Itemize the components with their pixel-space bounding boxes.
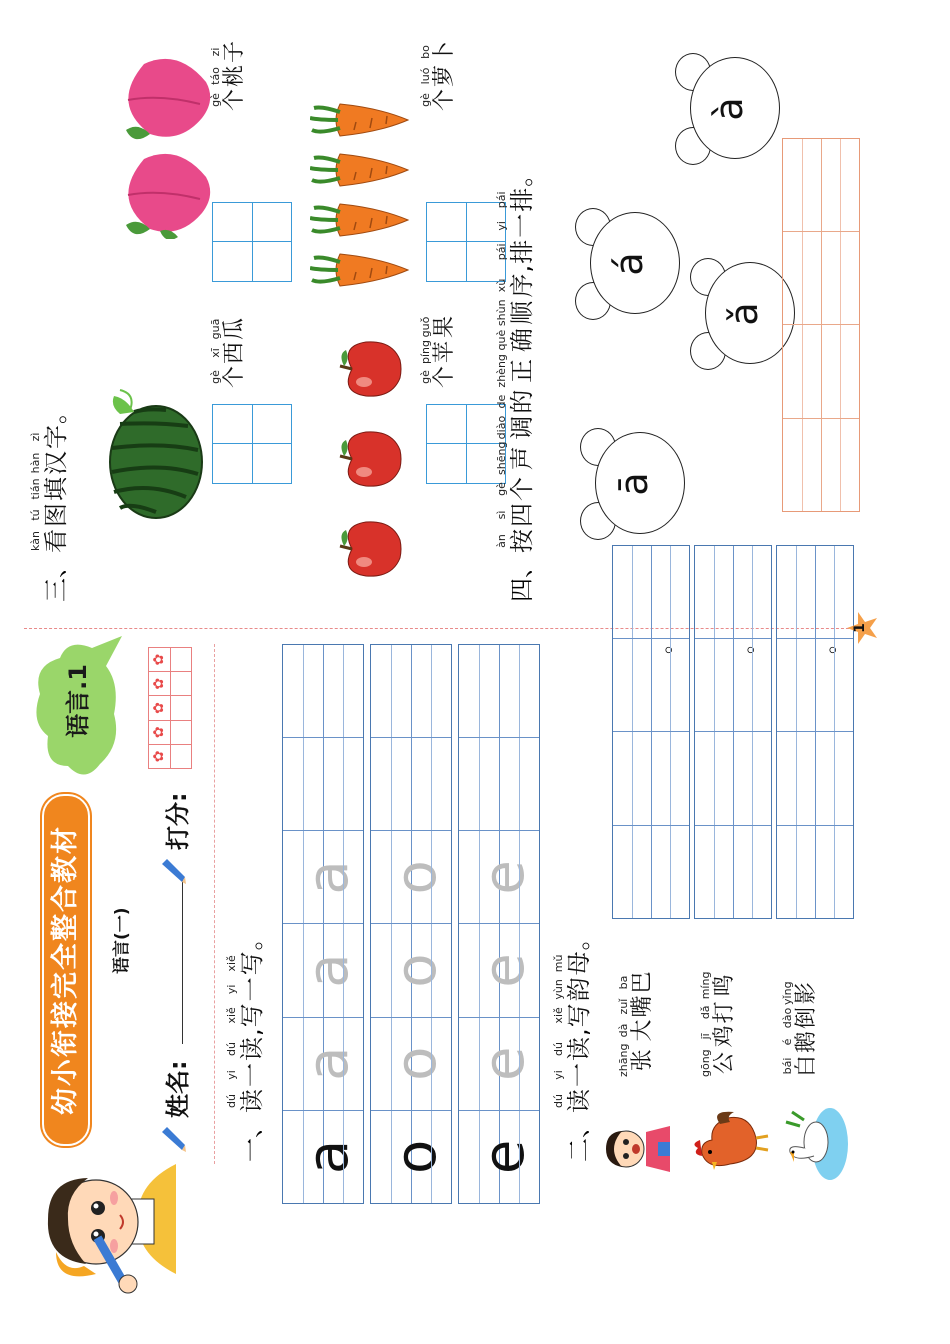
writing-cell[interactable] [459, 830, 539, 923]
ruby-char [30, 529, 70, 553]
hanzi: 萝 [432, 64, 457, 87]
ruby-char [210, 89, 248, 111]
fruit-label [210, 40, 248, 112]
ruby-char [496, 188, 536, 212]
phrase-label [618, 971, 656, 1079]
hanzi: 正 [508, 358, 536, 383]
writing-cell[interactable] [613, 546, 689, 638]
tone-letter: á [607, 252, 651, 276]
writing-cell[interactable] [695, 638, 771, 731]
writing-cell[interactable] [371, 830, 451, 923]
pinyin: zuǐ [617, 998, 630, 1015]
model-letter: e [472, 1139, 537, 1175]
ruby-char [420, 316, 458, 338]
number-field[interactable] [426, 202, 506, 282]
hanzi: 读 [565, 1037, 593, 1061]
ruby-char [420, 41, 458, 63]
ruby-char [30, 425, 70, 449]
ruby-char [553, 1089, 593, 1113]
pinyin: de [495, 394, 508, 409]
pinyin: shùn [495, 299, 508, 327]
carrot-illustration [310, 196, 410, 244]
pinyin: xī [209, 348, 222, 358]
pinyin: jī [699, 1033, 712, 1040]
ruby-char [420, 366, 458, 388]
model-letter: o [384, 1139, 449, 1175]
writing-cell[interactable] [695, 732, 771, 825]
fruit-label [210, 317, 248, 389]
apple-illustration [338, 426, 404, 492]
ruby-char [420, 340, 458, 364]
section1-separator: , [238, 1028, 266, 1036]
phrase-end: 。 [651, 631, 676, 654]
hanzi: 按 [508, 529, 536, 553]
ruby-char [496, 477, 536, 501]
writing-cell[interactable] [283, 923, 363, 1016]
pinyin: tú [29, 509, 42, 521]
pinyin: diào [495, 415, 508, 440]
ruby-char [618, 1020, 656, 1042]
section2-end: 。 [565, 926, 593, 951]
tone-bear-card[interactable] [690, 254, 795, 374]
hanzi: 图 [42, 503, 70, 527]
hanzi: 一 [238, 977, 266, 1002]
score-box[interactable] [171, 720, 192, 744]
section2-separator: , [565, 1028, 593, 1036]
section4-separator: , [508, 264, 536, 273]
pinyin: gōng [699, 1049, 712, 1077]
writing-cell[interactable] [283, 830, 363, 923]
trace-letter: o [384, 1046, 449, 1081]
pinyin: dà [617, 1023, 630, 1038]
hanzi: 瓜 [222, 317, 247, 340]
number-field[interactable] [212, 404, 292, 484]
tone-order-answer-row[interactable] [782, 138, 860, 512]
hanzi: 一 [508, 213, 536, 238]
ruby-char [496, 299, 536, 326]
model-letter: a [296, 1139, 361, 1175]
ruby-char [782, 1055, 820, 1077]
pinyin: pái [495, 191, 508, 209]
pinyin: táo [209, 67, 222, 85]
pinyin: mǔ [552, 954, 565, 973]
pencil-icon [158, 856, 186, 886]
trace-letter: e [472, 953, 537, 988]
hanzi: 写 [238, 951, 266, 976]
hanzi: 顺 [508, 300, 536, 325]
hanzi: 汉 [42, 451, 70, 475]
hanzi: 母 [565, 951, 593, 976]
ruby-char [210, 65, 248, 87]
header-divider [214, 644, 215, 1164]
pinyin: xiě [225, 1007, 238, 1024]
ruby-char [420, 65, 458, 87]
score-box[interactable] [149, 695, 170, 719]
hanzi: 白 [794, 1054, 819, 1077]
hanzi: 一 [238, 1063, 266, 1087]
pinyin: gè [209, 93, 222, 107]
ruby-char [226, 1089, 266, 1113]
writing-cell[interactable] [777, 825, 853, 918]
section1-number: 一、 [238, 1114, 266, 1162]
hanzi: 字 [42, 425, 70, 449]
writing-cell[interactable] [371, 1110, 451, 1203]
pinyin: pái [495, 243, 508, 261]
trace-letter: a [296, 860, 361, 895]
section2-number: 二、 [565, 1114, 593, 1162]
writing-cell[interactable] [777, 546, 853, 638]
writing-cell[interactable] [283, 1110, 363, 1203]
ruby-char [496, 240, 536, 264]
flower-icon: ✿ [151, 726, 168, 739]
pinyin: dú [225, 1042, 238, 1056]
score-box[interactable] [171, 671, 192, 695]
pinyin: bo [419, 45, 432, 59]
name-label: 姓名: [164, 1060, 192, 1118]
hanzi: 四 [508, 503, 536, 527]
hanzi: 鹅 [794, 1030, 819, 1053]
hanzi: 影 [794, 982, 819, 1005]
girl-with-pencil-illustration [26, 1144, 186, 1314]
ruby-char [700, 1049, 738, 1077]
ruby-char [553, 977, 593, 1001]
score-box[interactable] [171, 648, 192, 671]
peach-illustration [120, 49, 220, 144]
watermelon-illustration [90, 387, 205, 522]
hanzi: 个 [222, 365, 247, 388]
writing-cell[interactable] [613, 825, 689, 918]
peach-illustration [120, 144, 220, 239]
hanzi: 读 [565, 1089, 593, 1113]
pinyin: xiě [225, 955, 238, 972]
pinyin: gè [209, 370, 222, 384]
pinyin: píng [419, 339, 432, 364]
ruby-char [700, 972, 738, 1000]
carrot-illustration [310, 146, 410, 194]
hanzi: 一 [565, 1063, 593, 1087]
score-box[interactable] [149, 648, 170, 671]
hanzi: 个 [432, 365, 457, 388]
hanzi: 写 [238, 1003, 266, 1028]
hanzi: 大 [630, 1019, 655, 1042]
hanzi: 读 [238, 1089, 266, 1113]
tone-letter: ā [612, 472, 656, 496]
ruby-char [30, 451, 70, 475]
tone-bear-card[interactable] [580, 424, 685, 544]
ruby-char [553, 1063, 593, 1087]
hanzi: 读 [238, 1037, 266, 1061]
writing-cell[interactable] [283, 737, 363, 830]
pinyin: yi [225, 1070, 238, 1080]
ruby-char [496, 442, 536, 475]
section1-title [226, 926, 266, 1162]
writing-cell[interactable] [777, 638, 853, 731]
pinyin: bái [781, 1057, 794, 1075]
hanzi: 声 [508, 446, 536, 471]
pinyin: àn [495, 534, 508, 548]
hanzi: 嘴 [630, 995, 655, 1018]
hanzi: 鸣 [712, 974, 737, 997]
ruby-char [210, 342, 248, 364]
hanzi: 调 [508, 415, 536, 440]
fruit-label [420, 40, 458, 112]
ruby-char [420, 89, 458, 111]
name-blank[interactable] [182, 879, 183, 1044]
hanzi: 巴 [630, 971, 655, 994]
ruby-char [553, 1037, 593, 1061]
writing-cell[interactable] [783, 231, 859, 324]
section3-number: 三、 [42, 554, 70, 602]
phrase-end: 。 [733, 631, 758, 654]
hanzi: 子 [222, 40, 247, 63]
phrase-writing-row[interactable] [612, 545, 690, 919]
ruby-char [553, 951, 593, 975]
ruby-char [496, 529, 536, 553]
hanzi: 看 [42, 529, 70, 553]
pinyin: yi [225, 984, 238, 995]
ruby-char [496, 273, 536, 297]
tone-bear-card[interactable] [675, 49, 780, 169]
section4-end: 。 [508, 162, 536, 187]
writing-cell[interactable] [783, 139, 859, 231]
ruby-char [618, 996, 656, 1018]
hanzi: 个 [432, 88, 457, 111]
tone-letter: ǎ [722, 302, 766, 326]
score-label: 打分: [164, 792, 192, 850]
pinyin: dào [781, 1007, 794, 1029]
writing-cell[interactable] [283, 645, 363, 737]
hanzi: 苹 [432, 340, 457, 363]
pinyin: míng [699, 971, 712, 1000]
pinyin: yi [552, 1070, 565, 1080]
pinyin: dú [552, 1042, 565, 1056]
hanzi: 卜 [432, 40, 457, 63]
writing-cell[interactable] [371, 737, 451, 830]
phrase-writing-row[interactable] [776, 545, 854, 919]
ruby-char [210, 366, 248, 388]
letter-writing-row[interactable] [458, 644, 540, 1204]
number-field[interactable] [426, 404, 506, 484]
phrase-label [782, 980, 820, 1078]
flower-icon: ✿ [151, 750, 168, 763]
pinyin: yùn [552, 979, 565, 1000]
ruby-char [496, 354, 536, 387]
hanzi: 打 [712, 1001, 737, 1024]
letter-writing-row[interactable] [370, 644, 452, 1204]
writing-cell[interactable] [283, 1017, 363, 1110]
hanzi: 写 [565, 1003, 593, 1028]
pinyin: gè [495, 482, 508, 496]
section2-title [553, 926, 593, 1162]
letter-writing-row[interactable] [282, 644, 364, 1204]
flower-icon: ✿ [151, 702, 168, 714]
pinyin: guǒ [419, 316, 432, 338]
pinyin: dú [225, 1094, 238, 1108]
section4-number: 四、 [508, 554, 536, 602]
score-box[interactable] [171, 695, 192, 719]
pinyin: hàn [29, 452, 42, 474]
hanzi: 公 [712, 1052, 737, 1075]
trace-letter: e [472, 860, 537, 895]
hanzi: 倒 [794, 1006, 819, 1029]
ruby-char [210, 318, 248, 340]
writing-cell[interactable] [371, 1017, 451, 1110]
ruby-char [496, 390, 536, 414]
trace-letter: o [384, 860, 449, 895]
tone-bear-card[interactable] [575, 204, 680, 324]
pinyin: yǐng [781, 981, 794, 1005]
pinyin: gè [419, 370, 432, 384]
ruby-char [700, 1025, 738, 1047]
writing-cell[interactable] [459, 923, 539, 1016]
pinyin: xiě [552, 1007, 565, 1024]
ruby-char [226, 977, 266, 1001]
cloud-label: 语言.1 [64, 664, 92, 738]
pinyin: kàn [29, 531, 42, 551]
flower-icon: ✿ [151, 677, 168, 690]
hanzi: 鸡 [712, 1025, 737, 1048]
ruby-char [553, 1003, 593, 1027]
ruby-char [210, 41, 248, 63]
ruby-char [618, 972, 656, 994]
ruby-char [30, 477, 70, 501]
book-title: 幼小衔接完全整合教材 [50, 825, 81, 1115]
ruby-char [226, 951, 266, 975]
hanzi: 排 [508, 187, 536, 212]
phrase-writing-row[interactable] [694, 545, 772, 919]
writing-cell[interactable] [695, 546, 771, 638]
trace-letter: a [296, 1046, 361, 1081]
ruby-char [30, 503, 70, 527]
ruby-char [782, 1007, 820, 1029]
writing-cell[interactable] [459, 645, 539, 737]
goose-reflection-illustration [780, 1106, 852, 1182]
pinyin: luó [419, 67, 432, 85]
hanzi: 排 [508, 239, 536, 264]
score-box[interactable] [149, 744, 170, 768]
section3-title [30, 400, 70, 602]
carrot-illustration [310, 246, 410, 294]
score-box[interactable] [171, 744, 192, 768]
pinyin: yi [495, 221, 508, 231]
ruby-char [782, 1031, 820, 1053]
page-number: 1 [852, 623, 868, 633]
pinyin: què [495, 329, 508, 351]
score-box[interactable] [149, 671, 170, 695]
writing-cell[interactable] [459, 1110, 539, 1203]
pinyin: zhāng [617, 1043, 630, 1077]
worksheet-subtitle: 语言(一) [112, 907, 132, 974]
phrase-label [700, 971, 738, 1078]
ruby-char [782, 981, 820, 1005]
ruby-char [496, 328, 536, 352]
pencil-icon [158, 1124, 186, 1154]
hanzi: 韵 [565, 977, 593, 1002]
hanzi: 填 [42, 477, 70, 501]
hanzi: 桃 [222, 64, 247, 87]
hanzi: 个 [222, 88, 247, 111]
writing-cell[interactable] [613, 732, 689, 825]
pinyin: gè [419, 93, 432, 107]
hanzi: 确 [508, 328, 536, 353]
rooster-illustration [690, 1108, 770, 1184]
writing-cell[interactable] [459, 737, 539, 830]
flower-icon: ✿ [151, 653, 168, 666]
writing-cell[interactable] [613, 638, 689, 731]
apple-illustration [338, 516, 404, 582]
writing-cell[interactable] [371, 923, 451, 1016]
girl-open-mouth-illustration [600, 1114, 678, 1184]
pinyin: zhèng [495, 354, 508, 388]
carrot-illustration [310, 96, 410, 144]
writing-cell[interactable] [459, 1017, 539, 1110]
pinyin: tián [29, 478, 42, 500]
writing-cell[interactable] [695, 825, 771, 918]
hanzi: 西 [222, 341, 247, 364]
pinyin: zì [29, 432, 42, 442]
hanzi: 个 [508, 477, 536, 501]
ruby-char [496, 503, 536, 527]
hanzi: 序 [508, 273, 536, 298]
score-box[interactable] [149, 720, 170, 744]
hanzi: 的 [508, 389, 536, 414]
apple-illustration [338, 336, 404, 402]
ruby-char [226, 1063, 266, 1087]
writing-cell[interactable] [777, 732, 853, 825]
book-title-banner [42, 794, 90, 1146]
writing-cell[interactable] [783, 418, 859, 511]
pinyin: dú [552, 1094, 565, 1108]
hanzi: 张 [630, 1049, 655, 1072]
ruby-char [496, 214, 536, 238]
ruby-char [496, 416, 536, 440]
pinyin: ba [617, 975, 630, 990]
pinyin: dǎ [699, 1005, 712, 1020]
fruit-label [420, 315, 458, 389]
trace-letter: e [472, 1046, 537, 1081]
writing-cell[interactable] [371, 645, 451, 737]
pinyin: xù [495, 278, 508, 293]
phrase-end: 。 [815, 631, 840, 654]
hanzi: 果 [432, 315, 457, 338]
pinyin: zi [209, 47, 222, 57]
writing-cell[interactable] [783, 325, 859, 418]
pinyin: sì [495, 510, 508, 520]
tone-letter: à [707, 97, 751, 121]
ruby-char [226, 1037, 266, 1061]
number-field[interactable] [212, 202, 292, 282]
trace-letter: a [296, 953, 361, 988]
section3-end: 。 [42, 400, 70, 424]
pinyin: é [781, 1038, 794, 1046]
ruby-char [618, 1044, 656, 1077]
ruby-char [700, 1001, 738, 1023]
score-flower-boxes[interactable] [148, 647, 192, 769]
section4-title [496, 163, 536, 602]
trace-letter: o [384, 953, 449, 988]
section1-end: 。 [238, 926, 266, 951]
pinyin: shēng [495, 441, 508, 475]
pinyin: guā [209, 318, 222, 340]
ruby-char [226, 1003, 266, 1027]
